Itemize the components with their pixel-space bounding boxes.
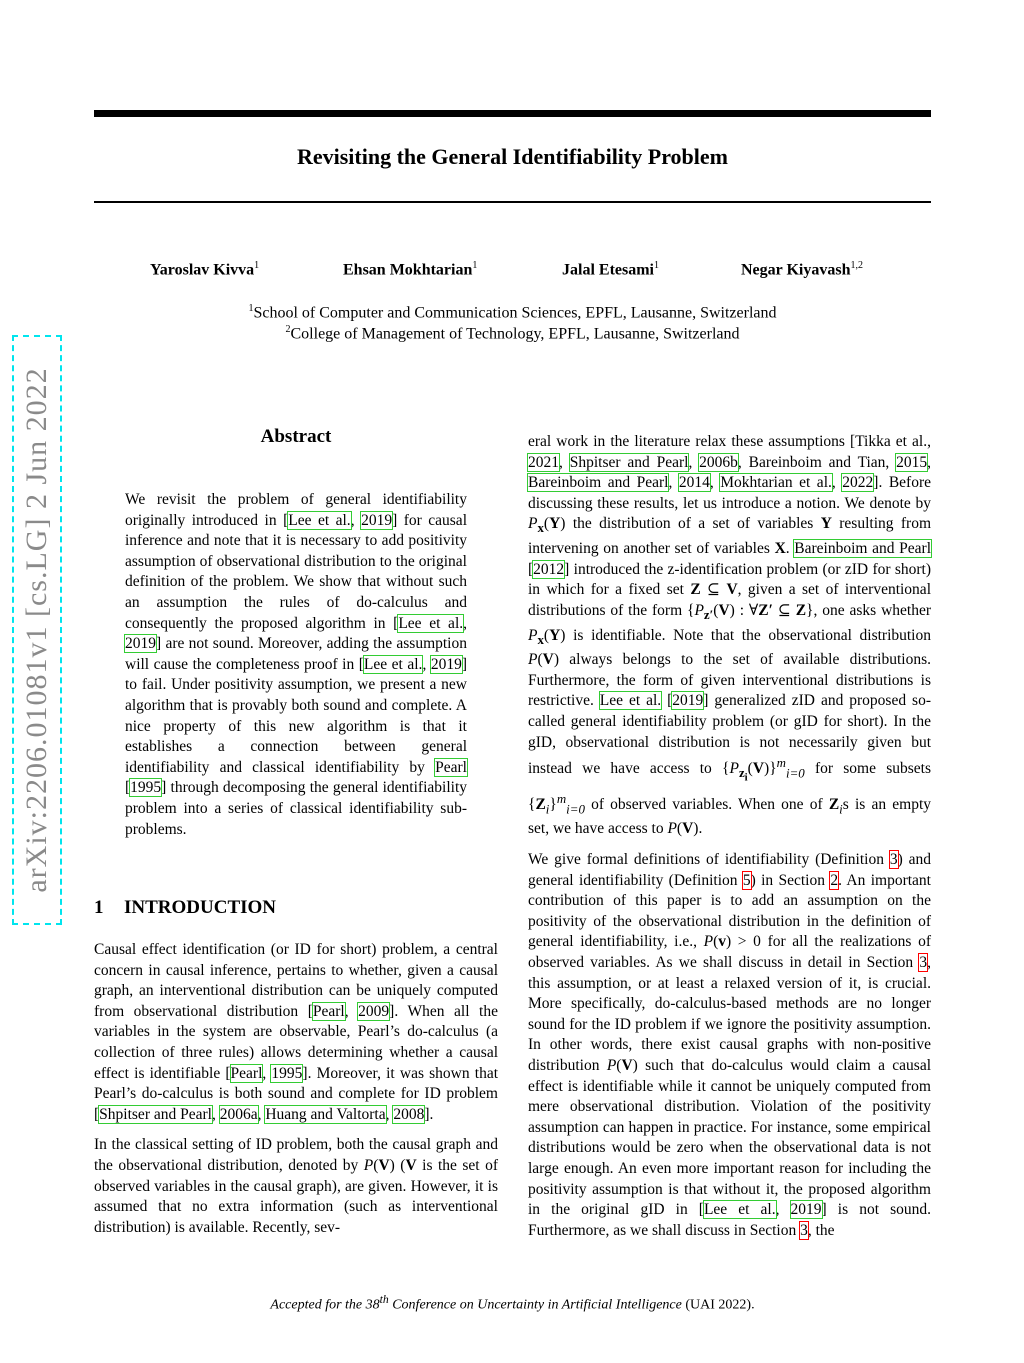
ref-link: 3 bbox=[800, 1221, 808, 1239]
intro-left-column: Causal effect identification (or ID for short) problem, a central concern in causal inference, pertains to whether, given a causal graph, an interventional distribution can be uniquely computed from observational distribution [Pearl, 2009]. When all the variables in the system are observable, Pearl’s do-calculus (a collection of three rules) allows determining whether a causal effect is identifiable [Pearl, 1995]. Moreover, it was shown that Pearl’s do-calculus is both sound and complete for ID problem [Shpitser and Pearl, 2006a, Huang and Valtorta, 2008]. In the classical setting of ID problem, both the causal graph and the observational distribution, denoted by P(V) (V is the set of observed variables in the causal graph), are given. However, it is assumed that no extra information (such as interventional distribution) is available. Recently, sev- bbox=[94, 941, 499, 1236]
cite-link: 1995 bbox=[271, 1064, 303, 1082]
cite-link: Lee et al. bbox=[363, 655, 423, 673]
cite-link: 2019 bbox=[361, 511, 393, 529]
footer-note: Accepted for the 38th Conference on Uncertainty in Artificial Intelligence (UAI 2022). bbox=[270, 1293, 755, 1313]
cite-link: 2019 bbox=[430, 655, 462, 673]
cite-link: Lee et al. bbox=[288, 511, 351, 529]
author-2: Ehsan Mokhtarian$^1$ bbox=[343, 260, 478, 279]
cite-link: 2009 bbox=[358, 1002, 390, 1020]
arxiv-stamp[interactable]: arXiv:2206.01081v1 [cs.LG] 2 Jun 2022 bbox=[12, 335, 62, 925]
paper-title: Revisiting the General Identifiability Problem bbox=[296, 144, 728, 169]
cite-link: 1995 bbox=[130, 779, 162, 797]
section-heading: 1 INTRODUCTION bbox=[94, 897, 277, 918]
cite-link: Lee et al. bbox=[398, 614, 464, 632]
abstract-heading: Abstract bbox=[260, 426, 332, 447]
cite-link: Bareinboim and Pearl bbox=[528, 474, 669, 492]
cite-link: 2019 bbox=[672, 692, 704, 710]
cite-link: 2019 bbox=[125, 635, 156, 653]
ref-link: 3 bbox=[919, 954, 928, 972]
cite-link: 2008 bbox=[393, 1105, 425, 1123]
cite-link: 2022 bbox=[842, 474, 874, 492]
author-1: Yaroslav Kivva$^1$ bbox=[150, 260, 260, 279]
cite-link: Shpitser and Pearl bbox=[569, 453, 689, 471]
cite-link: 2021 bbox=[528, 453, 559, 471]
cite-link: Mokhtarian et al. bbox=[720, 474, 832, 492]
ref-link: 3 bbox=[889, 851, 898, 869]
cite-link: 2019 bbox=[790, 1201, 822, 1219]
author-4: Negar Kiyavash$^{1,2}$ bbox=[741, 260, 863, 279]
cite-link: 2006b bbox=[699, 453, 738, 471]
cite-link: Bareinboim and Pearl bbox=[794, 540, 932, 558]
author-3: Jalal Etesami$^1$ bbox=[562, 260, 659, 279]
abstract-body: We revisit the problem of general identifiability originally introduced in [Lee et al., 2019] for causal inference and note that it is necessary to add positivity assumption of observational distribution to the original definition of the problem. We show that without such an assumption the rules of do-calculus and consequently the proposed algorithm in [Lee et al., 2019] are not sound. Moreover, adding the assumption will cause the completeness proof in [Lee et al., 2019] to fail. Under positivity assumption, we present a new algorithm that is provably both sound and complete. A nice property of this new algorithm is that it establishes a connection between general identifiability and classical identifiability by Pearl [1995] through decomposing the general identifiability problem into a series of classical identifiability sub-problems. bbox=[125, 491, 468, 838]
cite-link: 2012 bbox=[533, 560, 565, 578]
cite-link: Lee et al. bbox=[599, 692, 662, 710]
cite-link: Lee et al. bbox=[703, 1201, 776, 1219]
cite-link: Pearl bbox=[435, 758, 467, 776]
cite-link: 2006a bbox=[219, 1105, 258, 1123]
affiliation-2: $^2$College of Management of Technology, EPFL, Lausanne, Switzerland bbox=[285, 324, 740, 343]
ref-link: 2 bbox=[830, 871, 839, 889]
cite-link: Pearl bbox=[230, 1064, 263, 1082]
cite-link: Pearl bbox=[312, 1002, 345, 1020]
affiliation-1: $^1$School of Computer and Communication Sciences, EPFL, Lausanne, Switzerland bbox=[248, 303, 777, 322]
cite-link: 2015 bbox=[896, 453, 928, 471]
ref-link: 5 bbox=[742, 871, 751, 889]
cite-link: Shpitser and Pearl bbox=[99, 1105, 212, 1123]
top-rule bbox=[94, 110, 931, 117]
cite-link: Huang and Valtorta bbox=[265, 1105, 386, 1123]
title-rule bbox=[94, 201, 931, 203]
intro-right-column: eral work in the literature relax these assumptions [Tikka et al., 2021, Shpitser and Pearl, 2006b, Bareinboim and Tian, 2015, Bareinboim and Pearl, 2014, Mokhtarian et al., 2022]. Before discussing these results, let us introduce a notion. We denote by $P_x(Y)$ the distribution of a set of variables Y resulting from intervening on another set of variables X. Bareinboim and Pearl [2012] introduced the z-identification problem (or zID for short) in which for a fixed set Z ⊆ V, given a set of interventional distributions of the form {$P_{z'}(V)$ : ∀Z′ ⊆ Z}, one asks whether $P_x(Y)$ is identifiable. Note that the observational distribution P(V) always belongs to the set of available distributions. Furthermore, the form of given interventional distributions is restrictive. Lee et al. [2019] generalized zID and proposed so-called general identifiability problem (or gID for short). In the gID, observational distribution is not necessarily given but instead we have access to $\{P_{z_i}(V)\}^m_{i=0}$ for some subsets $\{Z_i\}^m_{i=0}$ of observed variables. When one of $Z_is$ is an empty set, we have access to P(V). We give formal definitions of identifiability (Definition 3) and general identifiability (Definition 5) in Section 2. An important contribution of this paper is to add an assumption on the positivity of the observational distribution in the definition of general identifiability, i.e., P(v) > 0 for all the realizations of observed variables. As we shall discuss in detail in Section 3, this assumption, or at least a relaxed version of it, is crucial. More specifically, do-calculus-based methods are no longer sound for the ID problem if we ignore the positivity assumption. In other words, there exist causal graphs with non-positive distribution P(V) such that do-calculus would claim a causal effect is identifiable while it cannot be uniquely computed from mere observational distribution. Violation of the positivity assumption can happen in practice. For instance, some empirical distributions would be zero when the observational data is not large enough. An even more important reason for including the positivity assumption is that without it, the proposed algorithm in the original gID in [Lee et al., 2019] is not sound. Furthermore, as we shall discuss in Section 3, the bbox=[528, 433, 932, 1239]
cite-link: 2014 bbox=[678, 474, 710, 492]
